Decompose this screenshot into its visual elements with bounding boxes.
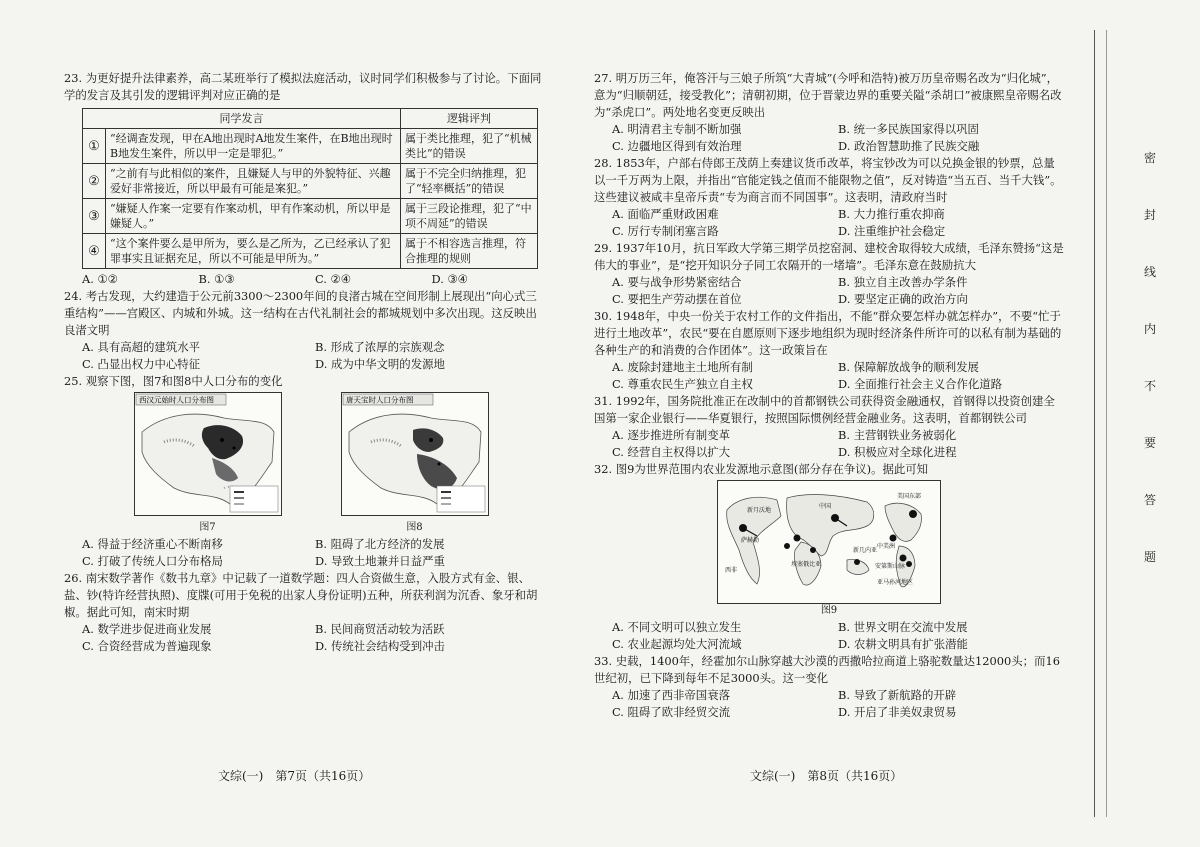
option-c: C. 农业起源均处大河流域 bbox=[612, 637, 742, 651]
question-stem: 30. 1948年，中央一份关于农村工作的文件指出，不能“群众要怎样办就怎样办”，不要“忙于进行土地改革”，农民“要在自愿原则下逐步地组织为现时经济条件所许可的以私有制为基础的各种生产的和消费的合作团体”。这一政策旨在 bbox=[594, 309, 1062, 357]
options bbox=[64, 536, 548, 570]
option-c: C. 要把生产劳动摆在首位 bbox=[612, 292, 742, 306]
table-header: 逻辑评判 bbox=[401, 109, 538, 129]
seal-char: 内 bbox=[1143, 322, 1156, 336]
question-27 bbox=[594, 70, 1064, 155]
row-statement: “经调查发现，甲在A地出现时A地发生案件，在B地出现时B地发生案件，所以甲一定是罪犯。” bbox=[106, 129, 401, 164]
option-c: C. 阻碍了欧非经贸交流 bbox=[612, 705, 731, 719]
map-label: 中国 bbox=[819, 503, 832, 510]
page-footer-left: 文综(一) 第7页（共16页） bbox=[218, 769, 371, 783]
option-d: D. 成为中华文明的发源地 bbox=[315, 357, 445, 371]
option-c: C. 边疆地区得到有效治理 bbox=[612, 139, 742, 153]
option-d: D. 积极应对全球化进程 bbox=[838, 445, 957, 459]
page-footer-right: 文综(一) 第8页（共16页） bbox=[750, 769, 903, 783]
option-b: B. 统一多民族国家得以巩固 bbox=[838, 122, 979, 136]
seal-line-text bbox=[1140, 150, 1160, 606]
seal-line-margin bbox=[1086, 0, 1200, 847]
map-label: 西非 bbox=[725, 567, 738, 574]
map-label: 美国东部 bbox=[897, 493, 922, 500]
row-number: ③ bbox=[83, 199, 106, 234]
option-b: B. 主营钢铁业务被弱化 bbox=[838, 428, 957, 442]
question-26 bbox=[64, 570, 548, 655]
option-b: B. 阻碍了北方经济的发展 bbox=[315, 537, 445, 551]
option-c: C. 凸显出权力中心特征 bbox=[82, 357, 201, 371]
option-b: B. ①③ bbox=[198, 272, 235, 286]
seal-char: 不 bbox=[1143, 379, 1156, 393]
right-column bbox=[594, 70, 1064, 721]
seal-char: 封 bbox=[1143, 208, 1156, 222]
left-column bbox=[64, 70, 548, 655]
option-a: A. 废除封建地主土地所有制 bbox=[612, 360, 753, 374]
option-b: B. 独立自主改善办学条件 bbox=[838, 275, 968, 289]
options bbox=[594, 274, 1064, 308]
figure-caption: 图8 bbox=[406, 522, 423, 533]
question-stem: 32. 图9为世界范围内农业发源地示意图(部分存在争议)。据此可知 bbox=[594, 462, 929, 476]
row-judgment: 属于不相容选言推理，符合推理的规则 bbox=[401, 234, 538, 269]
option-c: C. ②④ bbox=[315, 272, 351, 286]
row-number: ④ bbox=[83, 234, 106, 269]
question-23 bbox=[64, 70, 548, 288]
options bbox=[594, 427, 1064, 461]
question-stem: 23. 为更好提升法律素养，高二某班举行了模拟法庭活动，议时同学们积极参与了讨论。下面同学的发言及其引发的逻辑评判对应正确的是 bbox=[64, 71, 542, 102]
question-24 bbox=[64, 288, 548, 373]
question-25 bbox=[64, 373, 548, 570]
map-label: 新月沃地 bbox=[747, 507, 772, 514]
tang-population-map bbox=[341, 392, 489, 516]
options bbox=[594, 206, 1064, 240]
option-d: D. ③④ bbox=[431, 272, 468, 286]
seal-line bbox=[1106, 30, 1107, 817]
question-29 bbox=[594, 240, 1064, 308]
option-d: D. 要坚定正确的政治方向 bbox=[838, 292, 968, 306]
option-b: B. 保障解放战争的顺利发展 bbox=[838, 360, 979, 374]
map-label: 亚马孙河地区 bbox=[877, 579, 914, 586]
option-d: D. 导致土地兼并日益严重 bbox=[315, 554, 445, 568]
figure-caption: 图9 bbox=[820, 605, 838, 616]
option-b: B. 民间商贸活动较为活跃 bbox=[315, 622, 445, 636]
option-c: C. 厉行专制闭塞言路 bbox=[612, 224, 719, 238]
question-stem: 33. 史载，1400年，经霍加尔山脉穿越大沙漠的西撒哈拉商道上骆驼数量达12000头；而16世纪初，已下降到每年不足3000头。这一变化 bbox=[594, 654, 1060, 685]
option-b: B. 世界文明在交流中发展 bbox=[838, 620, 968, 634]
option-d: D. 注重维护社会稳定 bbox=[838, 224, 946, 238]
question-stem: 28. 1853年，户部右侍郎王茂荫上奏建议货币改革，将宝钞改为可以兑换金银的钞票，总量以一千万两为上限，并指出“官能定钱之值而不能限物之值”，反对铸造“当五百、当千大钱”。这些建议被咸丰皇帝斥责“专为商言而不同国事”。这表明，清政府当时 bbox=[594, 156, 1062, 204]
table-row bbox=[83, 199, 538, 234]
question-28 bbox=[594, 155, 1064, 240]
seal-char: 要 bbox=[1143, 436, 1156, 450]
option-c: C. 经营自主权得以扩大 bbox=[612, 445, 731, 459]
options bbox=[594, 687, 1064, 721]
map-label: 埃塞俄比亚 bbox=[791, 561, 822, 568]
option-a: A. 要与战争形势紧密结合 bbox=[612, 275, 742, 289]
table-row bbox=[83, 129, 538, 164]
map-title: 唐天宝时人口分布图 bbox=[345, 395, 413, 405]
question-32 bbox=[594, 461, 1064, 653]
row-number: ② bbox=[83, 164, 106, 199]
map-title: 西汉元始时人口分布图 bbox=[138, 395, 214, 405]
table-row bbox=[83, 164, 538, 199]
map-figure-7 bbox=[134, 392, 282, 536]
question-stem: 29. 1937年10月，抗日军政大学第三期学员挖窑洞、建校舍取得较大成绩，毛泽东赞扬“这是伟大的事业”，是“挖开知识分子同工农隔开的一堵墙”。毛泽东意在鼓励抗大 bbox=[594, 241, 1064, 272]
option-a: A. 数学进步促进商业发展 bbox=[82, 622, 212, 636]
map-label: 新几内亚 bbox=[853, 547, 878, 554]
question-stem: 25. 观察下图，图7和图8中人口分布的变化 bbox=[64, 374, 283, 388]
question-stem: 26. 南宋数学著作《数书九章》中记载了一道数学题：四人合资做生意，入股方式有金、银、盐、钞(特许经营执照)、度牒(可用于免税的出家人身份证明)五种，所获利润为沉香、象牙和胡椒。据此可知，南宋时期 bbox=[64, 571, 538, 619]
option-b: B. 导致了新航路的开辟 bbox=[838, 688, 957, 702]
options bbox=[594, 121, 1064, 155]
option-a: A. 面临严重财政困难 bbox=[612, 207, 719, 221]
option-d: D. 全面推行社会主义合作化道路 bbox=[838, 377, 1003, 391]
option-d: D. 传统社会结构受到冲击 bbox=[315, 639, 445, 653]
figure-caption: 图7 bbox=[199, 522, 216, 533]
world-agriculture-map bbox=[717, 480, 941, 604]
options bbox=[594, 619, 1064, 653]
option-a: A. 加速了西非帝国衰落 bbox=[612, 688, 730, 702]
option-b: B. 形成了浓厚的宗族观念 bbox=[315, 340, 445, 354]
option-c: C. 合资经营成为普遍现象 bbox=[82, 639, 212, 653]
row-judgment: 属于不完全归纳推理，犯了“轻率概括”的错误 bbox=[401, 164, 538, 199]
question-stem: 27. 明万历三年，俺答汗与三娘子所筑“大青城”(今呼和浩特)被万历皇帝赐名改为“归化城”，意为“归顺朝廷，接受教化”；清朝初期，位于晋蒙边界的重要关隘“杀胡口”被康熙皇帝赐名改为“杀虎口”。两处地名变更反映出 bbox=[594, 71, 1062, 119]
option-a: A. ①② bbox=[82, 272, 118, 286]
option-a: A. 逐步推进所有制变革 bbox=[612, 428, 730, 442]
logic-table bbox=[82, 108, 538, 269]
option-d: D. 政治智慧助推了民族交融 bbox=[838, 139, 980, 153]
seal-char: 题 bbox=[1143, 550, 1156, 564]
options bbox=[64, 271, 548, 288]
option-a: A. 不同文明可以独立发生 bbox=[612, 620, 742, 634]
option-b: B. 大力推行重农抑商 bbox=[838, 207, 945, 221]
table-header: 同学发言 bbox=[83, 109, 401, 129]
map-figure-9 bbox=[594, 480, 1064, 604]
option-a: A. 具有高超的建筑水平 bbox=[82, 340, 200, 354]
question-31 bbox=[594, 393, 1064, 461]
seal-char: 答 bbox=[1143, 493, 1156, 507]
row-number: ① bbox=[83, 129, 106, 164]
option-d: D. 开启了非美奴隶贸易 bbox=[838, 705, 957, 719]
seal-char: 密 bbox=[1143, 151, 1156, 165]
row-statement: “嫌疑人作案一定要有作案动机，甲有作案动机，所以甲是嫌疑人。” bbox=[106, 199, 401, 234]
row-judgment: 属于三段论推理，犯了“中项不周延”的错误 bbox=[401, 199, 538, 234]
map-figure-8 bbox=[341, 392, 489, 536]
option-a: A. 得益于经济重心不断南移 bbox=[82, 537, 223, 551]
row-statement: “这个案件要么是甲所为，要么是乙所为，乙已经承认了犯罪事实且证据充足，所以不可能是甲所为。” bbox=[106, 234, 401, 269]
options bbox=[64, 621, 548, 655]
option-d: D. 农耕文明具有扩张潜能 bbox=[838, 637, 968, 651]
map-label: 安第斯山脉 bbox=[875, 563, 906, 570]
question-stem: 24. 考古发现，大约建造于公元前3300～2300年间的良渚古城在空间形制上展现出“向心式三重结构”——宫殿区、内城和外城。这一结构在古代礼制社会的都城规划中多次出现。这反映出良渚文明 bbox=[64, 289, 537, 337]
map-label: 萨赫勒 bbox=[741, 537, 760, 544]
option-a: A. 明清君主专制不断加强 bbox=[612, 122, 742, 136]
question-stem: 31. 1992年，国务院批准正在改制中的首都钢铁公司获得资金融通权，首钢得以投资创建全国第一家企业银行——华夏银行，按照国际惯例经营金融业务。这表明，首都钢铁公司 bbox=[594, 394, 1055, 425]
question-33 bbox=[594, 653, 1064, 721]
population-maps bbox=[64, 390, 548, 536]
map-label: 中美洲 bbox=[877, 543, 896, 550]
options bbox=[594, 359, 1064, 393]
question-30 bbox=[594, 308, 1064, 393]
han-population-map bbox=[134, 392, 282, 516]
option-c: C. 打破了传统人口分布格局 bbox=[82, 554, 223, 568]
table-row bbox=[83, 234, 538, 269]
seal-line bbox=[1094, 30, 1095, 817]
row-judgment: 属于类比推理，犯了“机械类比”的错误 bbox=[401, 129, 538, 164]
seal-char: 线 bbox=[1143, 265, 1156, 279]
option-c: C. 尊重农民生产独立自主权 bbox=[612, 377, 753, 391]
options bbox=[64, 339, 548, 373]
row-statement: “之前有与此相似的案件，且嫌疑人与甲的外貌特征、兴趣爱好非常接近，所以甲最有可能是案犯。” bbox=[106, 164, 401, 199]
